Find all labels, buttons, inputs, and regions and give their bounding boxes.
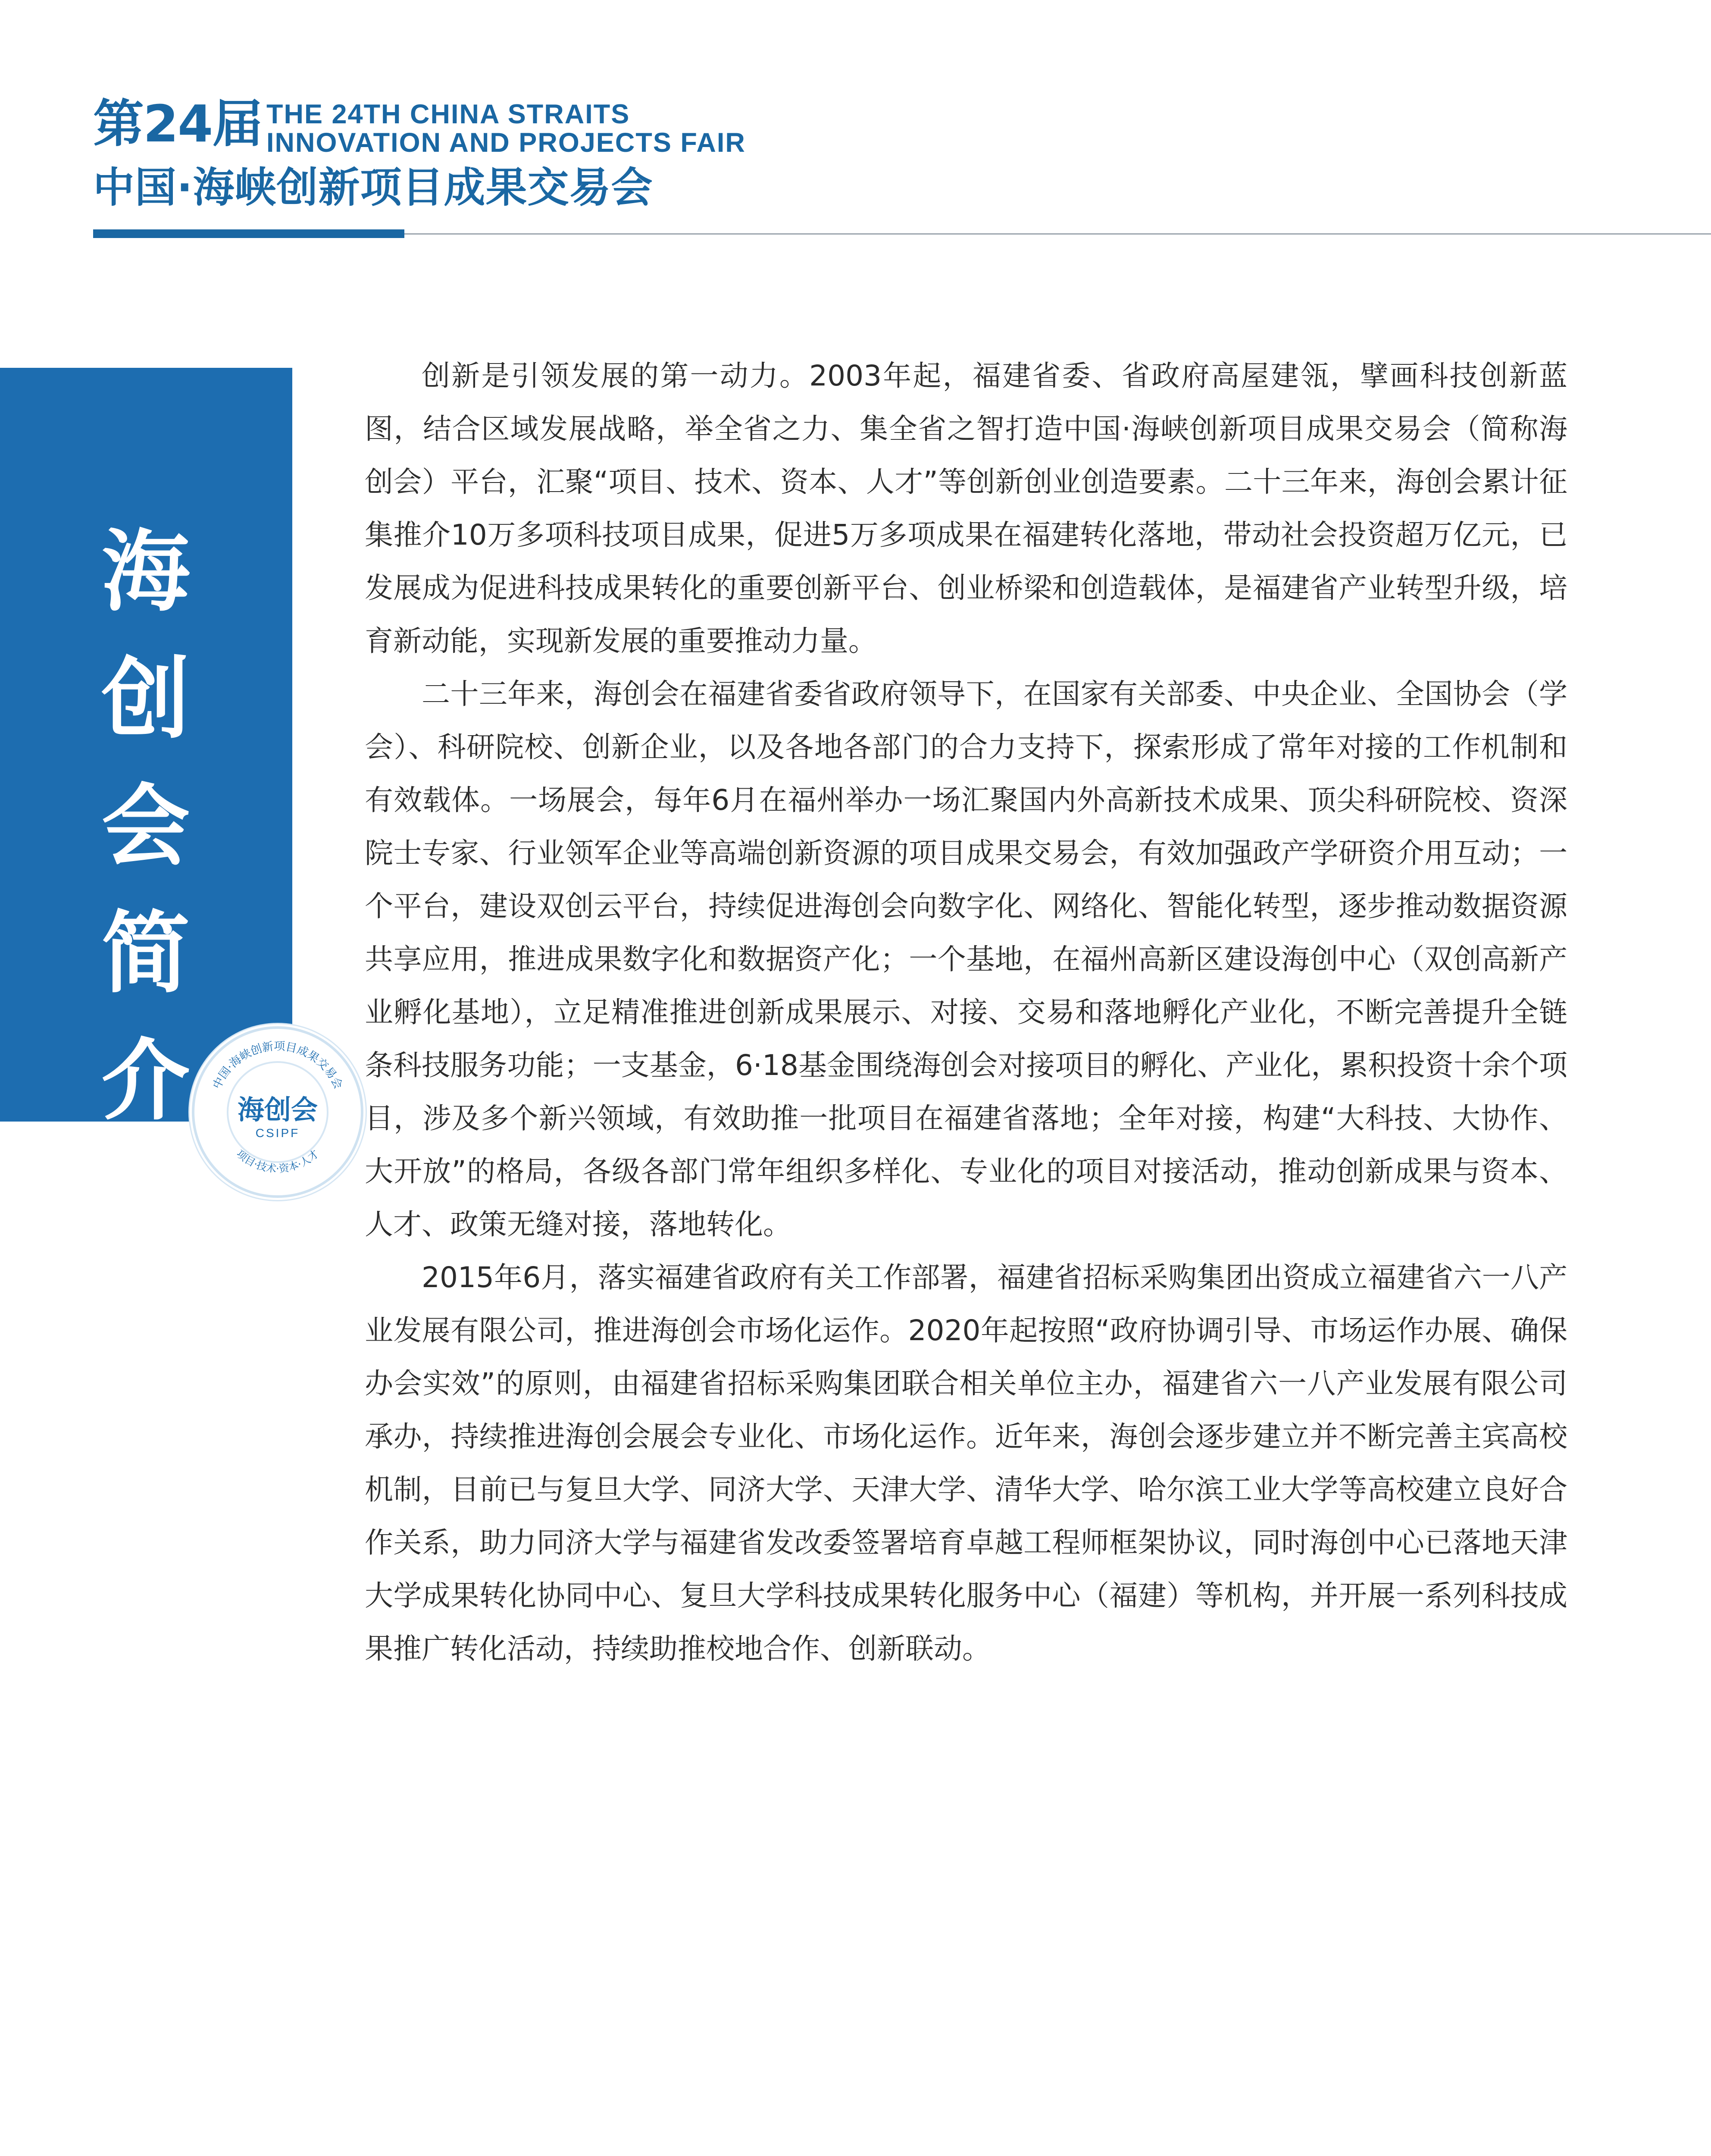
logo-ring-top-text: 中国·海峡创新项目成果交易会 bbox=[210, 1040, 345, 1091]
header-divider-line bbox=[404, 233, 1711, 235]
section-title-char: 简 bbox=[101, 903, 190, 1005]
intro-paragraph-3: 2015年6月，落实福建省政府有关工作部署，福建省招标采购集团出资成立福建省六一八产业发展有限公司，推进海创会市场化运作。2020年起按照“政府协调引导、市场运作办展、确保办会实效”的原则，由福建省招标采购集团联合相关单位主办，福建省六一八产业发展有限公司承办，持续推进海创会展会专业化、市场化运作。近年来，海创会逐步建立并不断完善主宾高校机制，目前已与复旦大学、同济大学、天津大学、清华大学、哈尔滨工业大学等高校建立良好合作关系，助力同济大学与福建省发改委签署培育卓越工程师框架协议，同时海创中心已落地天津大学成果转化协同中心、复旦大学科技成果转化服务中心（福建）等机构，并开展一系列科技成果推广转化活动，持续助推校地合作、创新联动。 bbox=[365, 1261, 1567, 1665]
logo-seal-graphic bbox=[190, 1024, 366, 1200]
intro-article bbox=[365, 349, 1567, 1675]
section-title-char: 创 bbox=[101, 648, 190, 751]
english-title bbox=[266, 100, 746, 157]
section-title-char: 介 bbox=[101, 1030, 190, 1132]
intro-paragraph-2: 二十三年来，海创会在福建省委省政府领导下，在国家有关部委、中央企业、全国协会（学会）、科研院校、创新企业，以及各地各部门的合力支持下，探索形成了常年对接的工作机制和有效载体。一场展会，每年6月在福州举办一场汇聚国内外高新技术成果、顶尖科研院校、资深院士专家、行业领军企业等高端创新资源的项目成果交易会，有效加强政产学研资介用互动；一个平台，建设双创云平台，持续促进海创会向数字化、网络化、智能化转型，逐步推动数据资源共享应用，推进成果数字化和数据资产化；一个基地，在福州高新区建设海创中心（双创高新产业孵化基地），立足精准推进创新成果展示、对接、交易和落地孵化产业化，不断完善提升全链条科技服务功能；一支基金，6·18基金围绕海创会对接项目的孵化、产业化，累积投资十余个项目，涉及多个新兴领域，有效助推一批项目在福建省落地；全年对接，构建“大科技、大协作、大开放”的格局，各级各部门常年组织多样化、专业化的项目对接活动，推动创新成果与资本、人才、政策无缝对接，落地转化。 bbox=[365, 677, 1567, 1241]
chinese-title: 中国·海峡创新项目成果交易会 bbox=[93, 163, 653, 212]
section-title-char: 海 bbox=[101, 521, 190, 624]
english-title-line-2: INNOVATION AND PROJECTS FAIR bbox=[266, 128, 746, 158]
intro-paragraph-1: 创新是引领发展的第一动力。2003年起，福建省委、省政府高屋建瓴，擘画科技创新蓝图，结合区域发展战略，举全省之力、集全省之智打造中国·海峡创新项目成果交易会（简称海创会）平台，汇聚“项目、技术、资本、人才”等创新创业创造要素。二十三年来，海创会累计征集推介10万多项科技项目成果，促进5万多项成果在福建转化落地，带动社会投资超万亿元，已发展成为促进科技成果转化的重要创新平台、创业桥梁和创造载体，是福建省产业转型升级，培育新动能，实现新发展的重要推动力量。 bbox=[365, 359, 1567, 658]
header-accent-rule bbox=[93, 229, 404, 238]
section-title-char: 会 bbox=[101, 775, 190, 878]
edition-label: 第24届 bbox=[93, 94, 263, 154]
logo-name: 海创会 bbox=[237, 1094, 318, 1125]
logo-abbr: CSIPF bbox=[255, 1126, 300, 1140]
logo-ring-bottom-text: 项目·技术·资本·人才 bbox=[234, 1147, 321, 1175]
page-header bbox=[0, 0, 1711, 241]
csipf-logo-seal bbox=[190, 1024, 366, 1200]
english-title-line-1: THE 24TH CHINA STRAITS bbox=[266, 99, 630, 129]
